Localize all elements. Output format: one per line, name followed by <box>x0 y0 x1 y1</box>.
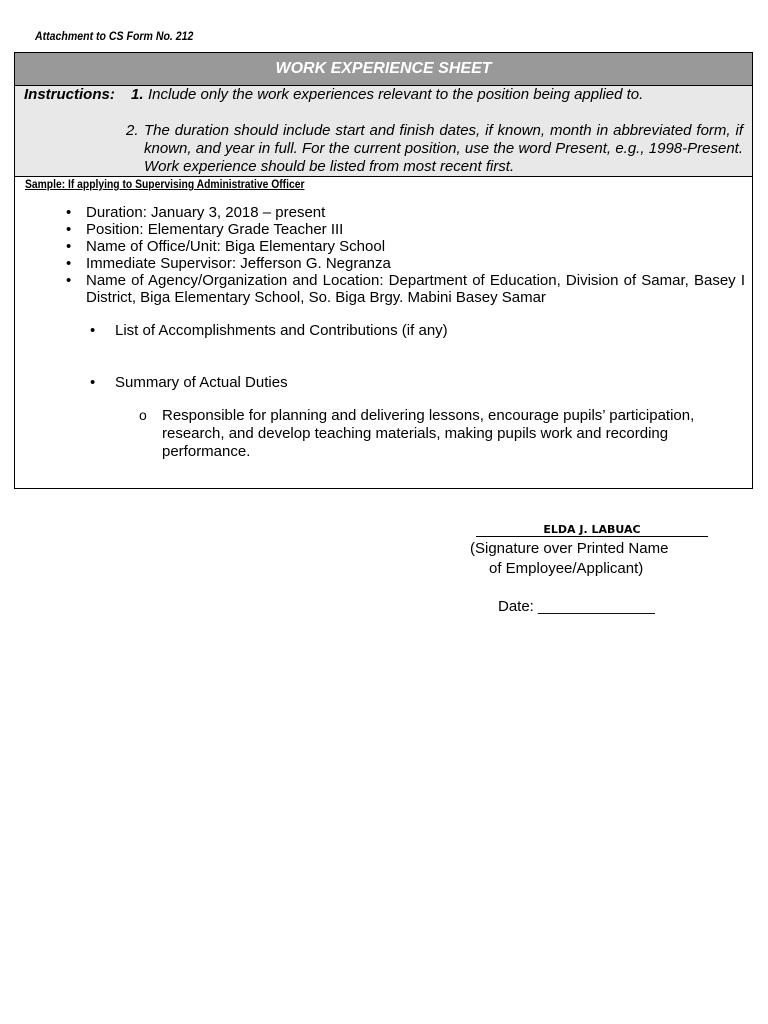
circle-bullet-icon: o <box>139 407 147 423</box>
bullet-icon: • <box>90 322 96 339</box>
signature-caption-line2: of Employee/Applicant) <box>489 560 644 577</box>
agency-item: Name of Agency/Organization and Location: Department of Education, Division of Samar, Basey I District, Biga Elementary School, So. Biga Brgy. Mabini Basey Samar <box>86 272 745 306</box>
position-item: Position: Elementary Grade Teacher III <box>86 221 344 238</box>
bullet-icon: • <box>66 204 72 221</box>
bullet-icon: • <box>66 272 72 289</box>
sample-heading: Sample: If applying to Supervising Administrative Officer <box>25 177 305 191</box>
instructions-label: Instructions: <box>24 86 115 103</box>
instructions-box <box>15 86 752 177</box>
duty-item: Responsible for planning and delivering lessons, encourage pupils’ participation, research, and develop teaching materials, making pupils work and recording performance. <box>162 407 695 460</box>
form-attachment-label: Attachment to CS Form No. 212 <box>35 29 194 43</box>
work-experience-sheet <box>14 52 753 489</box>
sheet-title: WORK EXPERIENCE SHEET <box>275 60 492 77</box>
bullet-icon: • <box>66 238 72 255</box>
bullet-icon: • <box>66 221 72 238</box>
instruction-1-text: Include only the work experiences relevant to the position being applied to. <box>148 86 644 103</box>
duration-item: Duration: January 3, 2018 – present <box>86 204 326 221</box>
bullet-icon: • <box>90 374 96 391</box>
accomplishments-heading: List of Accomplishments and Contributions (if any) <box>115 322 448 339</box>
bullet-icon: • <box>66 255 72 272</box>
instruction-1-number: 1. <box>131 86 144 103</box>
duties-heading: Summary of Actual Duties <box>115 374 288 391</box>
supervisor-item: Immediate Supervisor: Jefferson G. Negranza <box>86 255 391 272</box>
instruction-2-text: The duration should include start and finish dates, if known, month in abbreviated form, if known, and year in full. For the current position, use the word Present, e.g., 1998-Present. Work experience should be listed from most recent first. <box>144 122 743 175</box>
office-item: Name of Office/Unit: Biga Elementary School <box>86 238 386 255</box>
instruction-2-number: 2. <box>126 122 139 139</box>
title-bar <box>15 53 752 86</box>
signature-caption-line1: (Signature over Printed Name <box>470 540 669 557</box>
signatory-name: ELDA J. LABUAC <box>476 523 708 537</box>
date-field: Date: ______________ <box>498 598 655 615</box>
